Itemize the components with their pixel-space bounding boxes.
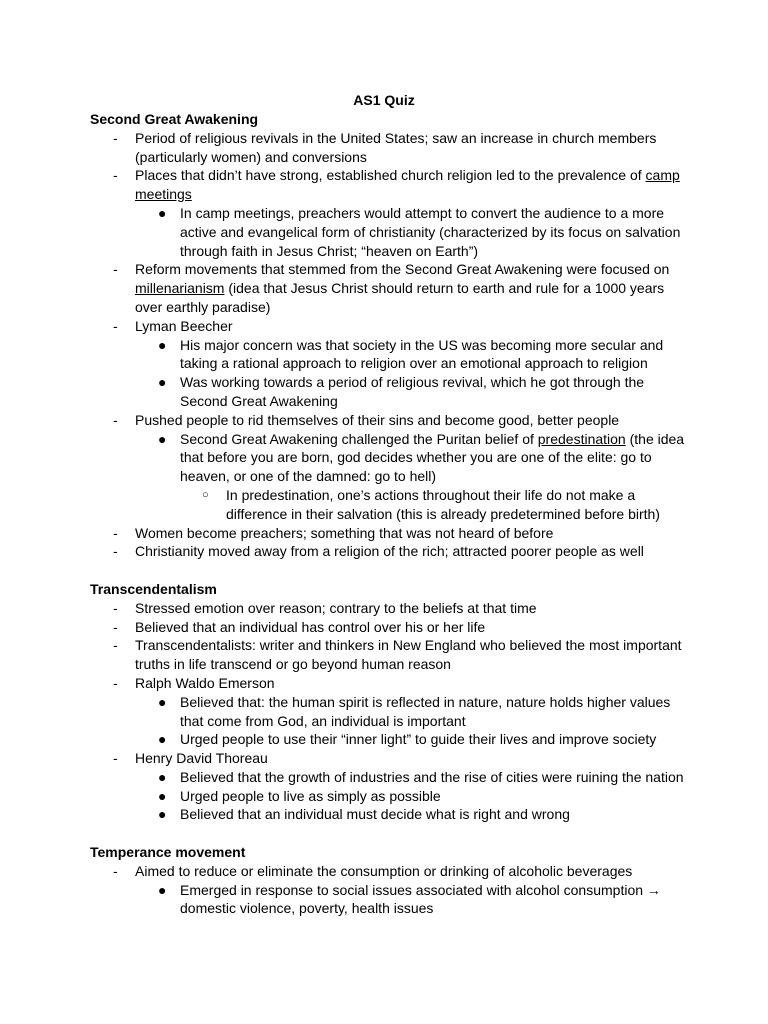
list-item: - Henry David Thoreau <box>113 750 268 767</box>
list-item: - Reform movements that stemmed from the Second Great Awakening were focused on millenarianism (idea that Jesus Christ should return to earth and rule for a 1000 years over earthly paradise) <box>113 261 670 315</box>
bullet-icon: ● <box>158 806 167 823</box>
document-title: AS1 Quiz <box>353 92 415 108</box>
dash-bullet-icon: - <box>113 129 118 146</box>
hollow-bullet-icon: ○ <box>202 488 209 501</box>
list-item: ● Urged people to use their “inner light” to guide their lives and improve society <box>158 731 657 748</box>
list-item: ● Was working towards a period of religious revival, which he got through the Second Great Awakening <box>158 374 645 409</box>
list-item: ● Believed that: the human spirit is reflected in nature, nature holds higher values that come from God, an individual is important <box>158 693 671 729</box>
bullet-icon: ● <box>158 787 167 804</box>
list-item: ● His major concern was that society in the US was becoming more secular and taking a rational approach to religion over an emotional approach to religion <box>158 336 664 372</box>
list-item: - Stressed emotion over reason; contrary to the beliefs at that time <box>113 599 537 616</box>
document-body <box>90 110 690 918</box>
dash-bullet-icon: - <box>113 637 118 654</box>
dash-bullet-icon: - <box>113 674 118 691</box>
list-item: ● Believed that an individual must decide what is right and wrong <box>158 806 570 823</box>
list-item: - Places that didn’t have strong, established church religion led to the prevalence of camp meetings <box>113 167 680 203</box>
bullet-icon: ● <box>158 693 167 710</box>
dash-bullet-icon: - <box>113 261 118 278</box>
list-item: ● Emerged in response to social issues associated with alcohol consumption → domestic violence, poverty, health issues <box>158 881 661 917</box>
dash-bullet-icon: - <box>113 618 118 635</box>
bullet-icon: ● <box>158 374 167 391</box>
section-heading-temperance-movement: Temperance movement <box>90 844 246 861</box>
list-item: ● Second Great Awakening challenged the Puritan belief of predestination (the idea that before you are born, god decides whether you are one of the elite: go to heaven, or one of the damned: go to hell) <box>158 430 685 485</box>
section-heading-transcendentalism: Transcendentalism <box>90 580 217 597</box>
underlined-term: predestination <box>537 430 626 447</box>
dash-bullet-icon: - <box>113 524 118 541</box>
dash-bullet-icon: - <box>113 317 118 334</box>
dash-bullet-icon: - <box>113 167 118 184</box>
bullet-icon: ● <box>158 768 167 785</box>
dash-bullet-icon: - <box>113 543 118 560</box>
bullet-icon: ● <box>158 204 167 221</box>
list-item: - Aimed to reduce or eliminate the consumption or drinking of alcoholic beverages <box>113 862 633 879</box>
list-item: - Ralph Waldo Emerson <box>113 674 275 691</box>
list-item: ● Believed that the growth of industries and the rise of cities were ruining the nation <box>158 768 684 785</box>
dash-bullet-icon: - <box>113 750 118 767</box>
list-item: ○ In predestination, one’s actions throughout their life do not make a difference in their salvation (this is already predetermined before birth) <box>202 486 660 522</box>
dash-bullet-icon: - <box>113 599 118 616</box>
list-item: ● Urged people to live as simply as possible <box>158 787 441 804</box>
bullet-icon: ● <box>158 430 167 447</box>
bullet-icon: ● <box>158 731 167 748</box>
list-item: - Lyman Beecher <box>113 317 233 334</box>
list-item: - Pushed people to rid themselves of their sins and become good, better people <box>113 411 620 428</box>
list-item: ● In camp meetings, preachers would attempt to convert the audience to a more active and evangelical form of christianity (characterized by its focus on salvation through faith in Jesus Christ; “heaven on Earth”) <box>158 204 681 259</box>
list-item: - Believed that an individual has control over his or her life <box>113 618 486 635</box>
spacer <box>90 561 690 580</box>
bullet-icon: ● <box>158 881 167 898</box>
underlined-term: millenarianism <box>135 280 225 297</box>
list-item: - Christianity moved away from a religion of the rich; attracted poorer people as well <box>113 543 644 560</box>
spacer <box>90 824 690 843</box>
list-item: - Women become preachers; something that was not heard of before <box>113 524 554 541</box>
underlined-term: camp meetings <box>135 167 680 203</box>
list-item: - Period of religious revivals in the United States; saw an increase in church members (particularly women) and conversions <box>113 129 657 165</box>
dash-bullet-icon: - <box>113 411 118 428</box>
list-item: - Transcendentalists: writer and thinkers in New England who believed the most important truths in life transcend or go beyond human reason <box>113 637 682 673</box>
section-heading-second-great-awakening: Second Great Awakening <box>90 111 259 127</box>
bullet-icon: ● <box>158 336 167 353</box>
dash-bullet-icon: - <box>113 862 118 879</box>
